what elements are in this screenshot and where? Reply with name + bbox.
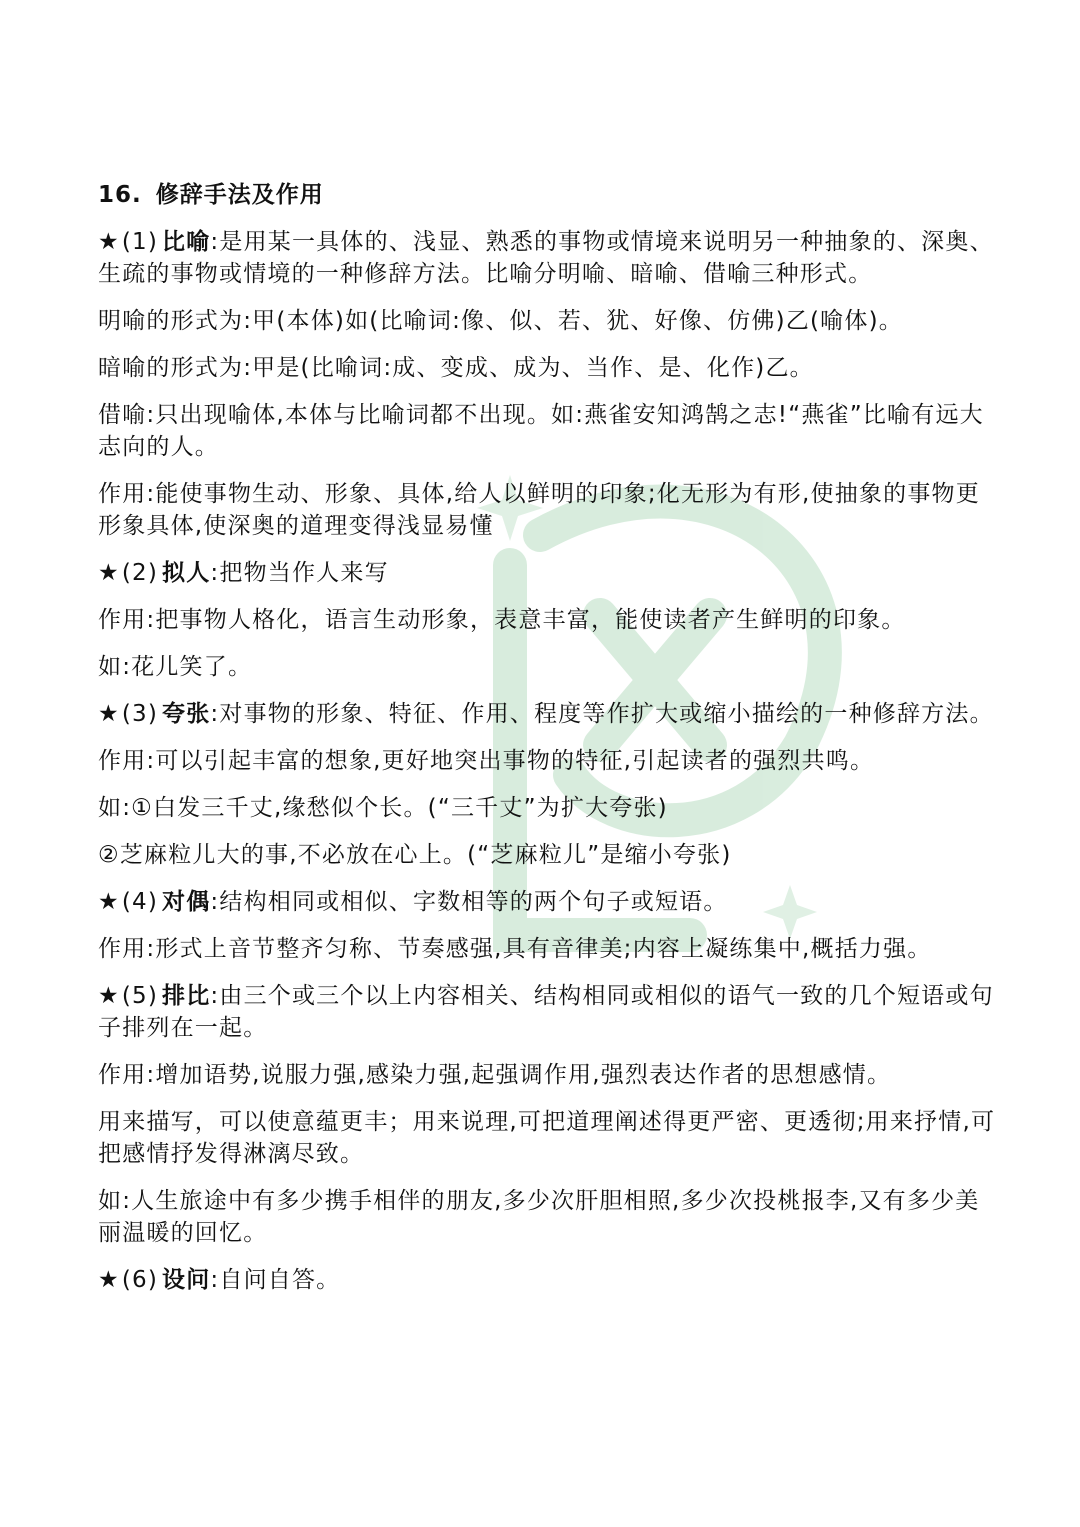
star-icon: ★: [98, 1267, 120, 1293]
star-icon: ★: [98, 560, 120, 586]
star-icon: ★: [98, 229, 120, 255]
hyperbole-definition: [98, 698, 998, 730]
hyperbole-effect: 作用:可以引起丰富的想象,更好地突出事物的特征,引起读者的强烈共鸣。: [98, 748, 875, 774]
antithesis-definition: [98, 886, 998, 918]
section-number: 16.: [98, 182, 142, 208]
item-marker: (3): [121, 701, 159, 727]
simile-definition: [98, 226, 998, 290]
parallelism-definition: [98, 980, 998, 1044]
item-marker: (2): [121, 560, 159, 586]
simile-effect: 作用:能使事物生动、形象、具体,给人以鲜明的印象;化无形为有形,使抽象的事物更形象具体,使深奥的道理变得浅显易懂: [98, 481, 980, 539]
antithesis-definition-text: :结构相同或相似、字数相等的两个句子或短语。: [210, 889, 728, 915]
simile-implicit: 暗喻的形式为:甲是(比喻词:成、变成、成为、当作、是、化作)乙。: [98, 355, 814, 381]
item-marker: (6): [121, 1267, 159, 1293]
parallelism-effect: 作用:增加语势,说服力强,感染力强,起强调作用,强烈表达作者的思想感情。: [98, 1062, 892, 1088]
document-body: [98, 176, 998, 1311]
parallelism-definition-text: :由三个或三个以上内容相关、结构相同或相似的语气一致的几个短语或句子排列在一起。: [98, 983, 994, 1041]
antithesis-term: 对偶: [162, 889, 211, 915]
rhetorical-question-term: 设问: [162, 1267, 211, 1293]
rhetorical-question-definition-text: :自问自答。: [210, 1267, 341, 1293]
personification-definition: [98, 557, 998, 589]
section-title: 修辞手法及作用: [155, 182, 324, 208]
personification-example: 如:花儿笑了。: [98, 654, 253, 680]
hyperbole-example-1: 如:①白发三千丈,缘愁似个长。(“三千丈”为扩大夸张): [98, 795, 668, 821]
hyperbole-definition-text: :对事物的形象、特征、作用、程度等作扩大或缩小描绘的一种修辞方法。: [210, 701, 994, 727]
item-marker: (1): [121, 229, 159, 255]
simile-definition-text: :是用某一具体的、浅显、熟悉的事物或情境来说明另一种抽象的、深奥、生疏的事物或情境的一种修辞方法。比喻分明喻、暗喻、借喻三种形式。: [98, 229, 994, 287]
simile-term: 比喻: [162, 229, 211, 255]
item-marker: (5): [121, 983, 159, 1009]
antithesis-effect: 作用:形式上音节整齐匀称、节奏感强,具有音律美;内容上凝练集中,概括力强。: [98, 936, 932, 962]
parallelism-term: 排比: [162, 983, 211, 1009]
rhetorical-question-definition: [98, 1264, 998, 1296]
simile-borrowed: 借喻:只出现喻体,本体与比喻词都不出现。如:燕雀安知鸿鹄之志!“燕雀”比喻有远大志向的人。: [98, 402, 984, 460]
section-heading: [98, 176, 998, 209]
parallelism-example: 如:人生旅途中有多少携手相伴的朋友,多少次肝胆相照,多少次投桃报李,又有多少美丽温暖的回忆。: [98, 1188, 980, 1246]
personification-term: 拟人: [162, 560, 211, 586]
hyperbole-example-2: ②芝麻粒儿大的事,不必放在心上。(“芝麻粒儿”是缩小夸张): [98, 842, 732, 868]
star-icon: ★: [98, 889, 120, 915]
parallelism-usage: 用来描写，可以使意蕴更丰；用来说理,可把道理阐述得更严密、更透彻;用来抒情,可把感情抒发得淋漓尽致。: [98, 1109, 996, 1167]
star-icon: ★: [98, 701, 120, 727]
personification-effect: 作用:把事物人格化，语言生动形象，表意丰富，能使读者产生鲜明的印象。: [98, 607, 906, 633]
item-marker: (4): [121, 889, 159, 915]
simile-explicit: 明喻的形式为:甲(本体)如(比喻词:像、似、若、犹、好像、仿佛)乙(喻体)。: [98, 308, 903, 334]
hyperbole-term: 夸张: [162, 701, 211, 727]
personification-definition-text: :把物当作人来写: [210, 560, 389, 586]
star-icon: ★: [98, 983, 120, 1009]
